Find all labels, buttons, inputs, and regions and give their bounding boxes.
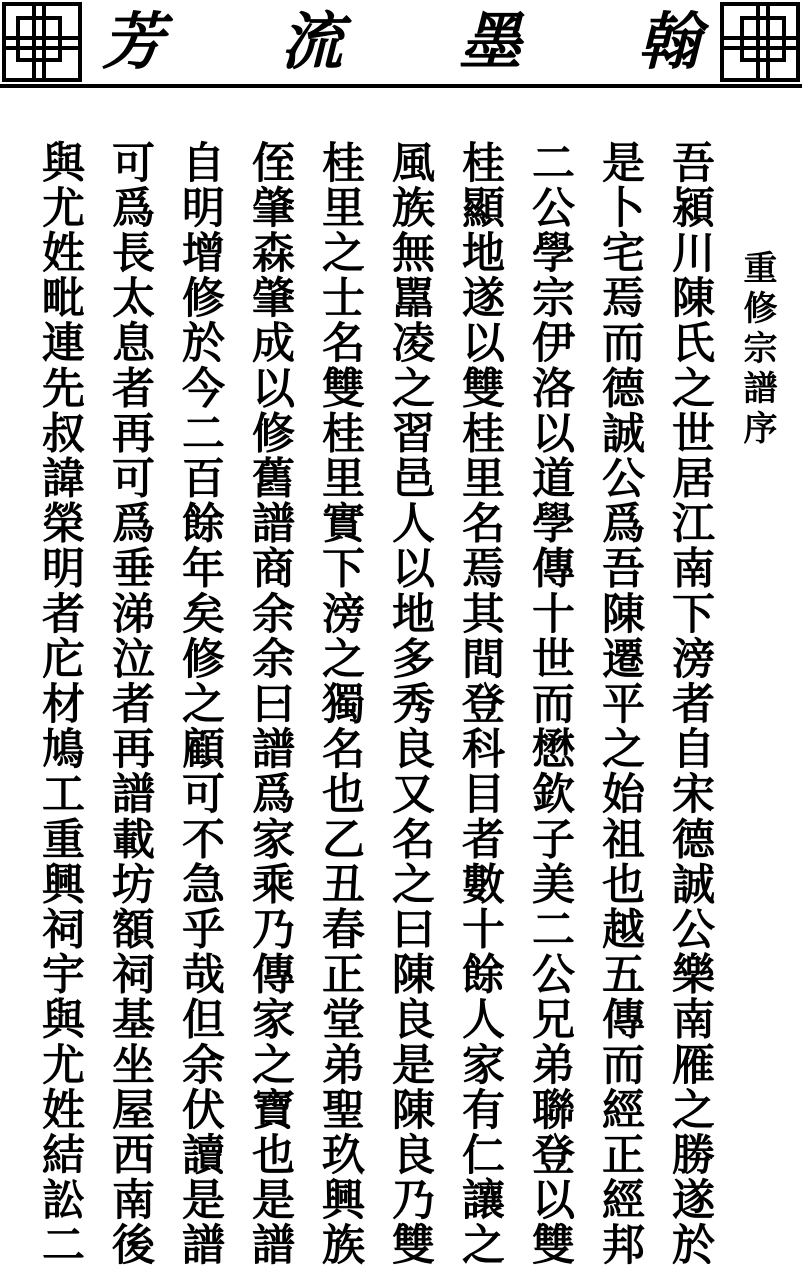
text-column: 侄肇森肇成以修舊譜商余余曰譜爲家乘乃傳家之寶也是譜 [245, 140, 295, 1268]
text-column: 自明增修於今二百餘年矣修之顧可不急乎哉但余伏讀是譜 [175, 140, 225, 1268]
text-column: 風族無嚚凌之習邑人以地多秀良又名之曰陳良是陳良乃雙 [385, 140, 435, 1268]
text-column: 二公學宗伊洛以道學傳十世而懋欽子美二公兄弟聯登以雙 [525, 140, 575, 1268]
document-body [0, 88, 802, 1268]
banner-char: 芳 [102, 5, 165, 78]
text-column: 可爲長太息者再可爲垂涕泣者再譜載坊額祠基坐屋西南後 [105, 140, 155, 1268]
text-column: 與尤姓毗連先叔諱榮明者庀材鳩工重興祠宇與尤姓結訟二 [35, 140, 85, 1268]
text-column: 是卜宅焉而德誠公爲吾陳遷平之始祖也越五傳而經正經邦 [595, 140, 645, 1268]
lattice-corner-ornament-right [718, 0, 802, 84]
banner-char: 墨 [459, 5, 522, 78]
lattice-corner-ornament-left [0, 0, 84, 84]
banner-char: 流 [280, 5, 343, 78]
banner-char: 翰 [637, 5, 700, 78]
text-column: 桂里之士名雙桂里實下滂之獨名也乙丑春正堂弟聖玖興族 [315, 140, 365, 1268]
preface-heading: 重修宗譜序 [737, 250, 777, 450]
banner-title [84, 0, 718, 84]
text-column: 桂顯地遂以雙桂里名焉其間登科目者數十餘人家有仁讓之 [455, 140, 505, 1268]
text-column: 吾潁川陳氏之世居江南下滂者自宋德誠公樂南雁之勝遂於 [665, 140, 715, 1268]
banner [0, 0, 802, 88]
